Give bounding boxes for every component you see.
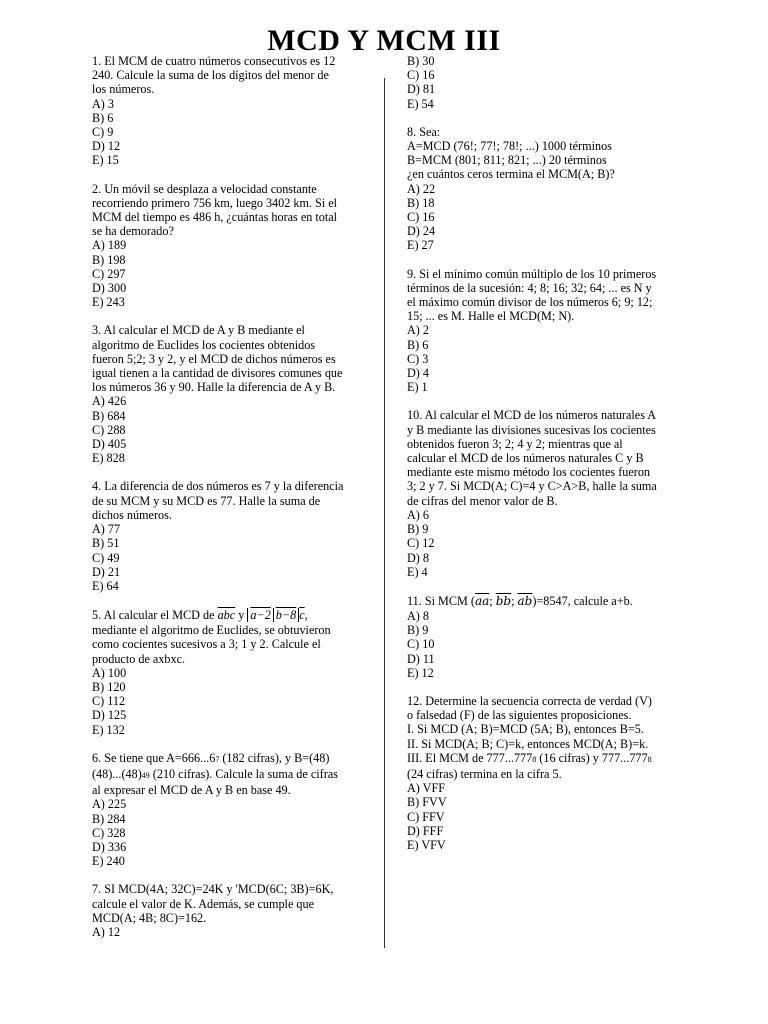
q6-text: (182 cifras), y B=(48) [219, 750, 330, 765]
option-c: C) 3 [407, 351, 429, 366]
option-b: B) 9 [407, 522, 429, 537]
option-d: D) 24 [407, 224, 436, 239]
question-text-line: B=MCM (801; 811; 821; ...) 20 términos [407, 153, 607, 168]
question-text-line: 12. Determine la secuencia correcta de verdad (V) [407, 693, 652, 708]
question-text-line: 15; ... es M. Halle el MCD(M; N). [407, 309, 575, 324]
option-e: E) 64 [92, 578, 119, 593]
question-10 [407, 408, 675, 578]
q6-text: 6. Se tiene que A=666...6 [92, 750, 216, 765]
question-text-line: obtenidos fueron 3; 2; 4 y 2; mientras que al [407, 436, 623, 451]
question-text-line: 9. Si el mínimo común múltiplo de los 10 primeros [407, 266, 657, 281]
option-b: B) 120 [92, 679, 126, 694]
option-c: C) 12 [407, 536, 435, 551]
option-e: E) VFV [407, 837, 446, 852]
question-text-line: el máximo común divisor de los números 6; 9; 12; [407, 295, 653, 310]
option-b: B) 198 [92, 252, 126, 267]
option-a: A) 8 [407, 608, 430, 623]
q5-term-c: c [299, 608, 305, 623]
question-9 [407, 267, 675, 395]
question-5 [92, 607, 362, 737]
question-text-line: II. Si MCD(A; B; C)=k, entonces MCD(A; B)=k. [407, 736, 649, 751]
question-12 [407, 694, 675, 852]
page-title: MCD Y MCM III [267, 24, 501, 57]
q11-prefix: 11. Si MCM ( [407, 593, 475, 608]
q12-text: (16 cifras) y 777...777 [536, 750, 648, 765]
option-c: C) FFV [407, 809, 445, 824]
option-c: C) 16 [407, 210, 435, 225]
q5-number-expression [247, 608, 304, 622]
option-b: B) 18 [407, 195, 435, 210]
question-text-line: calcule el valor de K. Además, se cumple que [92, 896, 314, 911]
question-text-line: términos de la sucesión: 4; 8; 16; 32; 64; ... es N y [407, 280, 652, 295]
option-d: D) 11 [407, 651, 435, 666]
question-text-line: fueron 5;2; 3 y 2, y el MCD de dichos números es [92, 351, 336, 366]
option-a: A) 189 [92, 238, 127, 253]
question-text-line: MCM del tiempo es 486 h, ¿cuántas horas en total [92, 210, 338, 225]
option-a: A) 22 [407, 181, 436, 196]
question-text-line: ¿en cuántos ceros termina el MCM(A; B)? [407, 167, 615, 182]
option-c: C) 16 [407, 68, 435, 83]
option-d: D) 405 [92, 437, 127, 452]
question-text-line: 1. El MCM de cuatro números consecutivos es 12 [92, 54, 336, 68]
question-text-line: y B mediante las divisiones sucesivas los cocientes [407, 422, 656, 437]
question-text-line: recorriendo primero 756 km, luego 3402 km. Si el [92, 195, 338, 210]
question-text-line: 10. Al calcular el MCD de los números naturales A [407, 408, 657, 423]
question-text-line: dichos números. [92, 507, 172, 522]
option-c: C) 10 [407, 637, 435, 652]
column-divider [384, 78, 385, 948]
question-text-line: 4. La diferencia de dos números es 7 y la diferencia [92, 479, 344, 494]
q11-number-aa: $\overline{aa}$ [474, 593, 490, 608]
option-e: E) 828 [92, 451, 125, 466]
q11-suffix: )=8547, calcule a+b. [532, 593, 633, 608]
question-text-line: 2. Un móvil se desplaza a velocidad constante [92, 181, 317, 196]
question-8 [407, 125, 675, 253]
question-text-line: 7. SI MCD(4A; 32C)=24K y 'MCD(6C; 3B)=6K, [92, 882, 334, 897]
option-e: E) 27 [407, 238, 434, 253]
option-b: B) 284 [92, 811, 126, 826]
question-text-line: 3. Al calcular el MCD de A y B mediante el [92, 323, 305, 338]
option-c: C) 9 [92, 125, 114, 140]
base-subscript: 49 [141, 770, 150, 780]
base-subscript: 8 [647, 754, 652, 764]
question-text-line: algoritmo de Euclides los cocientes obtenidos [92, 337, 316, 352]
option-c: C) 49 [92, 550, 120, 565]
question-text-line: producto de axbxc. [92, 651, 186, 666]
base-subscript: 8 [532, 754, 537, 764]
question-text-line: calcular el MCD de los números naturales C y B [407, 451, 644, 466]
question-text-line [407, 751, 675, 767]
option-d: D) 21 [92, 564, 121, 579]
q5-term-a: a−2 [247, 608, 273, 622]
question-text-line: o falsedad (F) de las siguientes proposiciones. [407, 708, 632, 723]
option-d: D) 336 [92, 839, 127, 854]
question-text-line: los números. [92, 82, 155, 97]
option-e: E) 1 [407, 380, 428, 395]
option-b: B) 30 [407, 54, 435, 68]
question-text-line: como cocientes sucesivos a 3; 1 y 2. Calcule el [92, 637, 321, 652]
option-d: D) 12 [92, 139, 121, 154]
question-3 [92, 323, 362, 465]
q11-number-bb: $\overline{bb}$ [495, 593, 512, 608]
q11-separator: ; [489, 593, 496, 608]
option-d: D) 300 [92, 281, 127, 296]
option-a: A) 3 [92, 96, 115, 111]
q5-term-b: b−8 [274, 608, 299, 622]
option-e: E) 4 [407, 564, 428, 579]
option-b: B) 684 [92, 408, 126, 423]
question-text-line: 240. Calcule la suma de los dígitos del menor de [92, 68, 329, 83]
question-1 [92, 54, 362, 168]
left-column [92, 54, 362, 953]
option-d: D) 8 [407, 550, 430, 565]
q5-number-abc: $\overline{abc}$ [217, 608, 236, 623]
question-7-continued [407, 54, 675, 111]
question-text-line [92, 767, 362, 783]
option-b: B) FVV [407, 795, 447, 810]
question-text-line: 8. Sea: [407, 124, 441, 139]
option-e: E) 240 [92, 854, 125, 869]
question-4 [92, 479, 362, 593]
question-text-line: MCD(A; 4B; 8C)=162. [92, 910, 207, 925]
question-text-line: mediante este mismo método los cocientes fueron [407, 465, 651, 480]
base-subscript: 7 [215, 754, 220, 764]
question-7 [92, 882, 362, 939]
question-text-line: de cifras del menor valor de B. [407, 493, 558, 508]
option-b: B) 6 [407, 337, 429, 352]
option-e: E) 12 [407, 665, 434, 680]
option-d: D) FFF [407, 823, 444, 838]
q6-text: (48)...(48) [92, 766, 142, 781]
q5-suffix: , [304, 608, 308, 623]
q5-prefix: 5. Al calcular el MCD de [92, 608, 215, 623]
option-d: D) 81 [407, 82, 436, 97]
question-text-line: A=MCD (76!; 77!; 78!; ...) 1000 términos [407, 139, 612, 154]
option-a: A) 100 [92, 665, 127, 680]
option-c: C) 297 [92, 266, 126, 281]
question-text-line: I. Si MCD (A; B)=MCD (5A; B), entonces B=5. [407, 722, 644, 737]
question-text-line: (24 cifras) termina en la cifra 5. [407, 766, 562, 781]
question-text-line: igual tienen a la cantidad de divisores comunes que [92, 366, 343, 381]
option-e: E) 54 [407, 96, 434, 111]
option-d: D) 125 [92, 708, 127, 723]
q11-separator: ; [511, 593, 518, 608]
question-text-line: los números 36 y 90. Halle la diferencia de A y B. [92, 380, 336, 395]
option-c: C) 328 [92, 825, 126, 840]
q6-text: (210 cifras). Calcule la suma de cifras [149, 766, 338, 781]
question-text-line [92, 751, 362, 767]
option-a: A) 2 [407, 323, 430, 338]
question-text-line: al expresar el MCD de A y B en base 49. [92, 783, 291, 798]
question-11 [407, 593, 675, 680]
option-a: A) 77 [92, 522, 121, 537]
q12-text: III. El MCM de 777...777 [407, 750, 533, 765]
option-a: A) 12 [92, 924, 121, 939]
question-text-line: 3; 2 y 7. Si MCD(A; C)=4 y C>A>B, halle la suma [407, 479, 657, 494]
question-text-line [92, 607, 362, 623]
question-text-line [407, 593, 675, 609]
option-b: B) 51 [92, 536, 120, 551]
q11-number-ab: $\overline{ab}$ [517, 593, 533, 608]
right-column [407, 54, 675, 866]
question-2 [92, 182, 362, 310]
question-text-line: mediante el algoritmo de Euclides, se obtuvieron [92, 623, 331, 638]
option-b: B) 6 [92, 110, 114, 125]
option-a: A) 426 [92, 394, 127, 409]
option-e: E) 132 [92, 722, 125, 737]
option-e: E) 243 [92, 295, 125, 310]
option-d: D) 4 [407, 366, 430, 381]
q5-and: y [238, 608, 245, 623]
option-c: C) 112 [92, 694, 126, 709]
option-b: B) 9 [407, 623, 429, 638]
option-e: E) 15 [92, 153, 119, 168]
question-text-line: de su MCM y su MCD es 77. Halle la suma de [92, 493, 321, 508]
question-6 [92, 751, 362, 869]
question-text-line: se ha demorado? [92, 224, 174, 239]
option-c: C) 288 [92, 422, 126, 437]
option-a: A) VFF [407, 781, 446, 796]
option-a: A) 6 [407, 507, 430, 522]
option-a: A) 225 [92, 797, 127, 812]
